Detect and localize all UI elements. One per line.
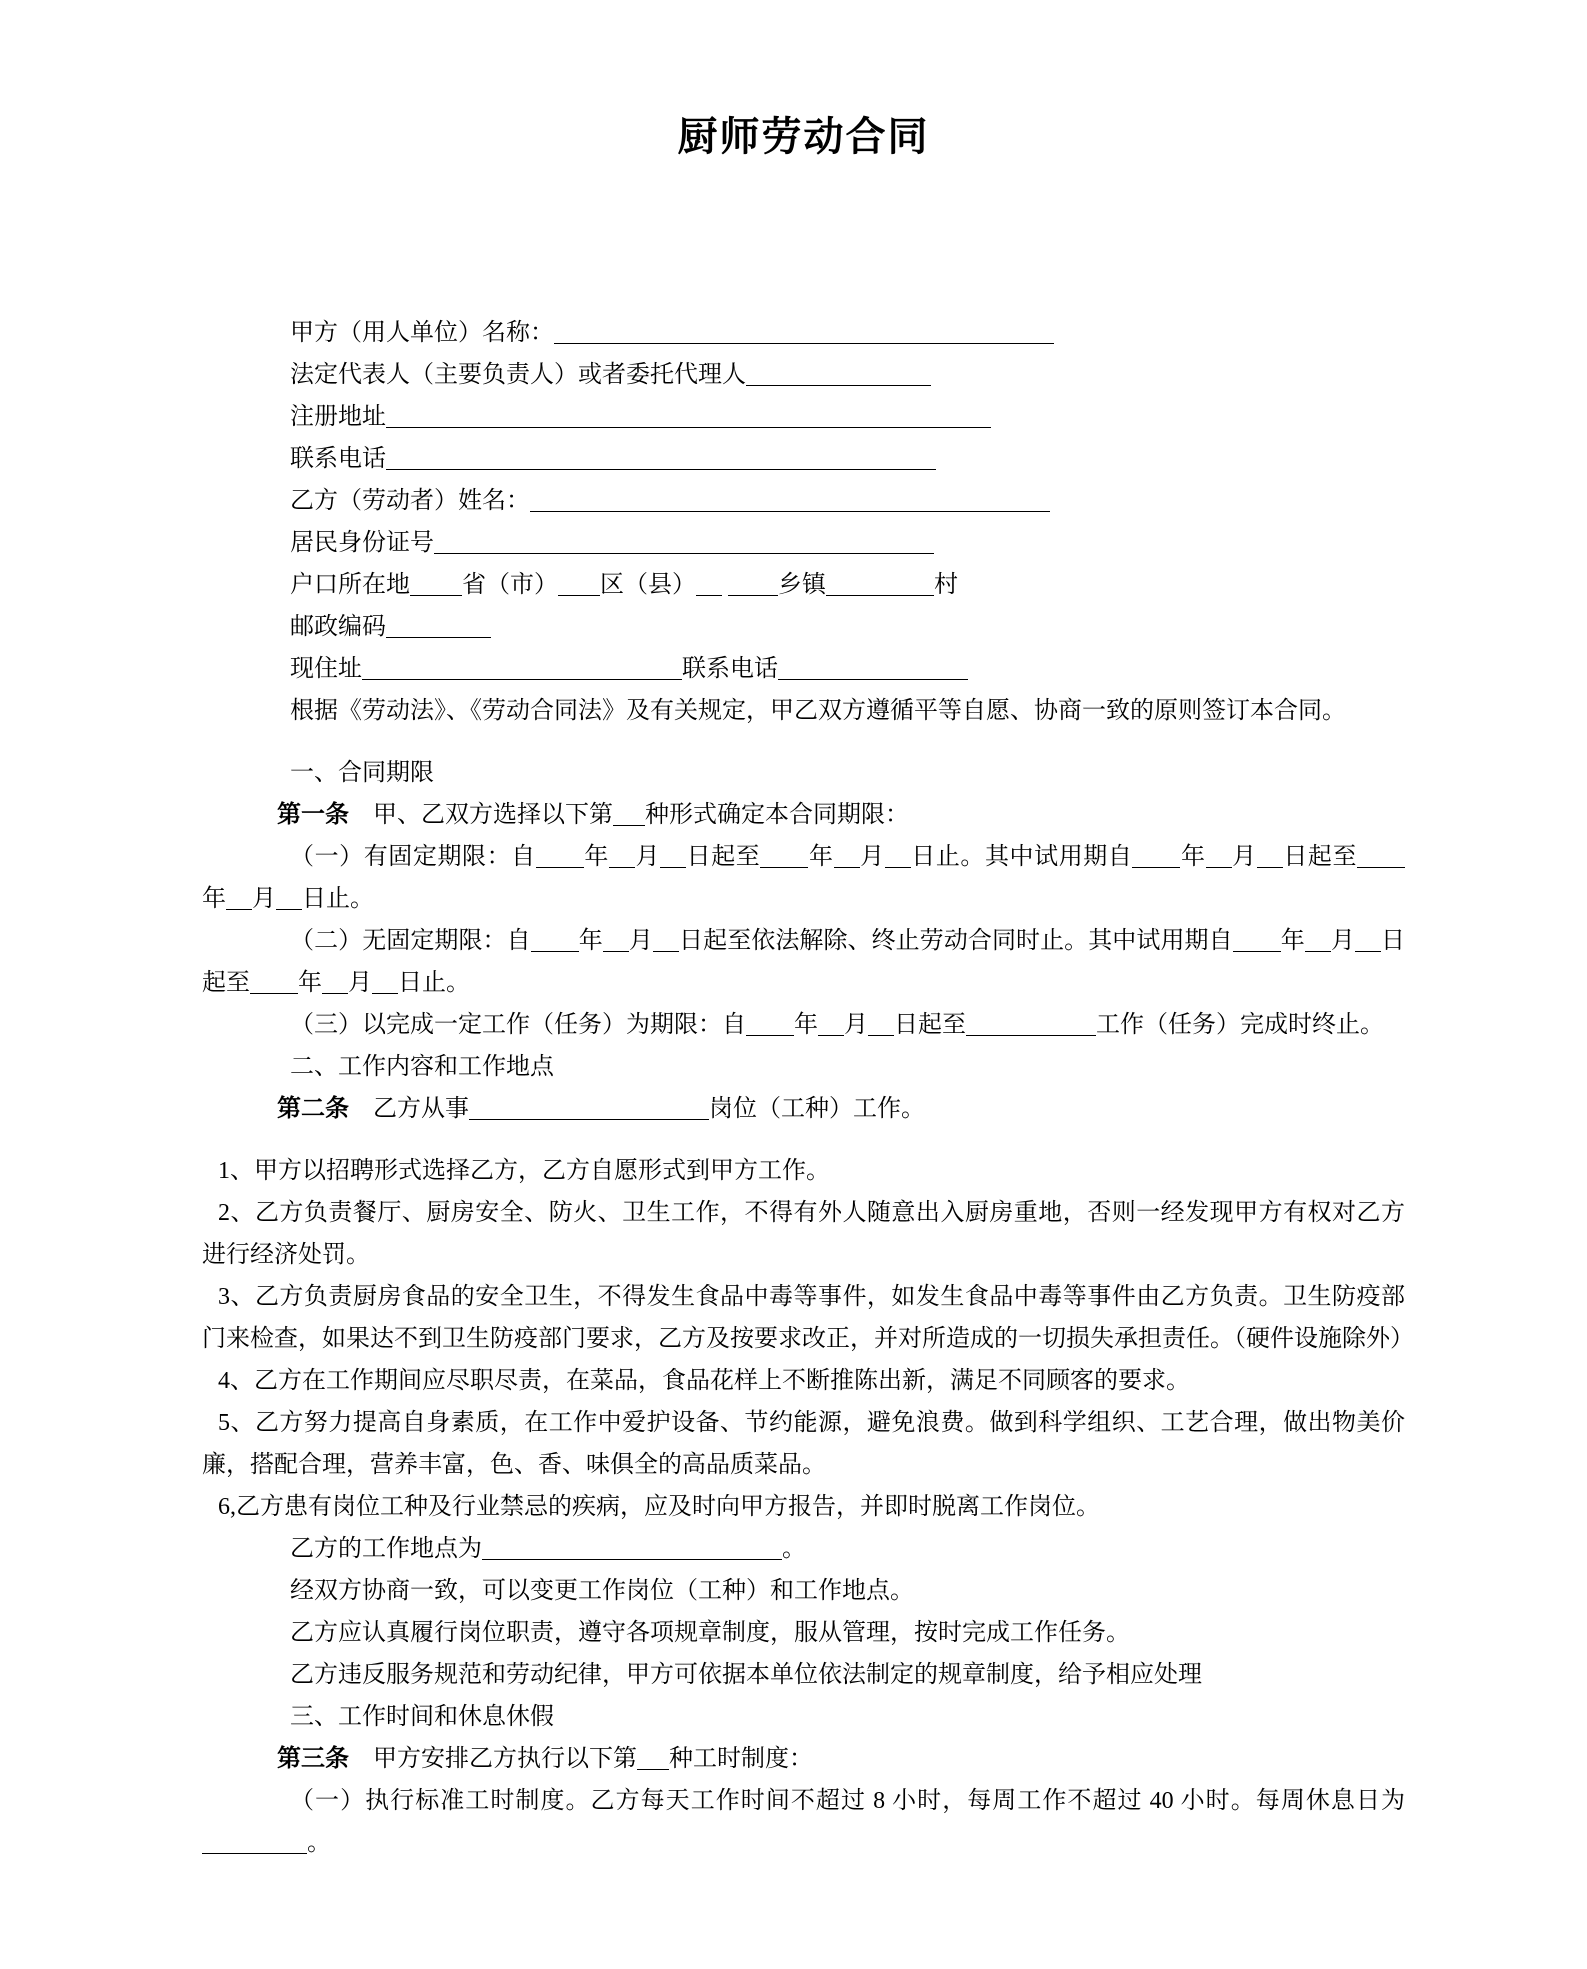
fill-blank xyxy=(250,969,298,994)
fill-blank xyxy=(202,1829,307,1854)
change-by-agreement xyxy=(202,1570,1405,1612)
text-run: 三、工作时间和休息休假 xyxy=(290,1704,554,1730)
text-run: 一、合同期限 xyxy=(290,760,434,786)
text-run: 二、工作内容和工作地点 xyxy=(290,1054,554,1080)
list-item-1 xyxy=(202,1150,1405,1192)
text-run: 甲、乙双方选择以下第 xyxy=(349,802,613,828)
fill-blank xyxy=(746,1011,794,1036)
text-run: 年 xyxy=(794,1012,818,1038)
text-run: 居民身份证号 xyxy=(290,530,434,556)
text-run: 岗位（工种）工作。 xyxy=(709,1096,925,1122)
term-fixed xyxy=(202,836,1405,920)
text-run: 第二条 xyxy=(277,1096,349,1122)
text-run: 4、乙方在工作期间应尽职尽责，在菜品，食品花样上不断推陈出新，满足不同顾客的要求。 xyxy=(218,1368,1190,1394)
text-run: 月 xyxy=(628,928,653,954)
list-item-4 xyxy=(202,1360,1405,1402)
text-run: 日起至 xyxy=(894,1012,966,1038)
list-item-5 xyxy=(202,1402,1405,1486)
text-run: 月 xyxy=(844,1012,868,1038)
text-run: 户口所在地 xyxy=(290,572,410,598)
text-run: 日起至 xyxy=(202,928,1406,996)
fill-blank xyxy=(778,655,968,680)
fill-blank xyxy=(386,445,936,470)
term-task-based xyxy=(202,1004,1405,1046)
text-run: 5、乙方努力提高自身素质，在工作中爱护设备、节约能源，避免浪费。做到科学组织、工艺合理，做出物美价廉，搭配合理，营养丰富，色、香、味俱全的高品质菜品。 xyxy=(202,1410,1405,1478)
fill-blank xyxy=(362,655,682,680)
text-run: 日止。 xyxy=(398,970,470,996)
text-run: （一）执行标准工时制度。乙方每天工作时间不超过 8 小时，每周工作不超过 40 小时。每周休息日为 xyxy=(290,1788,1405,1814)
fill-blank xyxy=(868,1011,894,1036)
fill-blank xyxy=(410,571,462,596)
text-run: 第一条 xyxy=(277,802,349,828)
text-run: 乙方违反服务规范和劳动纪律，甲方可依据本单位依法制定的规章制度，给予相应处理 xyxy=(290,1662,1202,1688)
fill-blank xyxy=(609,843,635,868)
text-run: 2、乙方负责餐厅、厨房安全、防火、卫生工作，不得有外人随意出入厨房重地，否则一经发现甲方有权对乙方进行经济处罚。 xyxy=(202,1200,1405,1268)
text-run: 年 xyxy=(578,928,603,954)
text-run: 。 xyxy=(782,1536,806,1562)
term-open-ended xyxy=(202,920,1405,1004)
fill-blank xyxy=(760,843,808,868)
text-run: 联系电话 xyxy=(290,446,386,472)
fill-blank xyxy=(1305,927,1331,952)
text-run: 年 xyxy=(583,844,609,870)
clause-2 xyxy=(202,1088,1405,1130)
preamble xyxy=(202,690,1405,732)
duty-compliance xyxy=(202,1612,1405,1654)
text-run: 第三条 xyxy=(277,1746,349,1772)
text-run: 乡镇 xyxy=(778,572,826,598)
standard-hours xyxy=(202,1780,1405,1864)
field-registered-address xyxy=(202,396,1405,438)
text-run: 月 xyxy=(1330,928,1355,954)
field-party-a-name xyxy=(202,312,1405,354)
text-run: 年 xyxy=(1280,928,1305,954)
fill-blank xyxy=(434,529,934,554)
field-household-location xyxy=(202,564,1405,606)
text-run: 月 xyxy=(1231,844,1257,870)
field-current-address xyxy=(202,648,1405,690)
text-run: 日起至依法解除、终止劳动合同时止。其中试用期自 xyxy=(678,928,1233,954)
fill-blank xyxy=(1357,843,1405,868)
fill-blank xyxy=(653,927,679,952)
spacer-2 xyxy=(202,1130,1405,1150)
spacer-1 xyxy=(202,732,1405,752)
text-run: 村 xyxy=(934,572,958,598)
fill-blank xyxy=(1206,843,1232,868)
text-run: 年 xyxy=(808,844,834,870)
clause-1 xyxy=(202,794,1405,836)
text-run: （一）有固定期限：自 xyxy=(290,844,536,870)
text-run: 工作（任务）完成时终止。 xyxy=(1096,1012,1384,1038)
text-run: 现住址 xyxy=(290,656,362,682)
fill-blank xyxy=(1355,927,1381,952)
section-3-heading xyxy=(202,1696,1405,1738)
text-run: 月 xyxy=(252,886,276,912)
text-run: 区（县） xyxy=(600,572,696,598)
fill-blank xyxy=(1233,927,1281,952)
text-run: （二）无固定期限：自 xyxy=(290,928,531,954)
fill-blank xyxy=(603,927,629,952)
text-run: 6,乙方患有岗位工种及行业禁忌的疾病，应及时向甲方报告，并即时脱离工作岗位。 xyxy=(218,1494,1100,1520)
fill-blank xyxy=(226,885,252,910)
fill-blank xyxy=(554,319,1054,344)
contract-body xyxy=(202,312,1414,1864)
text-run: 日止。其中试用期自 xyxy=(910,844,1133,870)
field-contact-phone-a xyxy=(202,438,1405,480)
fill-blank xyxy=(558,571,600,596)
text-run: 。 xyxy=(307,1830,331,1856)
text-run: 种工时制度： xyxy=(669,1746,813,1772)
fill-blank xyxy=(746,361,931,386)
fill-blank xyxy=(834,843,860,868)
work-location xyxy=(202,1528,1405,1570)
fill-blank xyxy=(826,571,934,596)
text-run: 1、甲方以招聘形式选择乙方，乙方自愿形式到甲方工作。 xyxy=(218,1158,830,1184)
fill-blank xyxy=(531,927,579,952)
fill-blank xyxy=(885,843,911,868)
field-postal-code xyxy=(202,606,1405,648)
fill-blank xyxy=(637,1745,669,1770)
fill-blank xyxy=(322,969,348,994)
text-run: 乙方的工作地点为 xyxy=(290,1536,482,1562)
fill-blank xyxy=(966,1011,1096,1036)
text-run: 日起至 xyxy=(686,844,761,870)
fill-blank xyxy=(530,487,1050,512)
fill-blank xyxy=(1132,843,1180,868)
text-run: 省（市） xyxy=(462,572,558,598)
fill-blank xyxy=(696,571,722,596)
field-legal-representative xyxy=(202,354,1405,396)
text-run: 甲方（用人单位）名称： xyxy=(290,320,554,346)
text-run: 联系电话 xyxy=(682,656,778,682)
fill-blank xyxy=(1257,843,1283,868)
text-run: 年 xyxy=(202,886,226,912)
fill-blank xyxy=(372,969,398,994)
text-run: 根据《劳动法》、《劳动合同法》及有关规定，甲乙双方遵循平等自愿、协商一致的原则签订本合同。 xyxy=(290,698,1346,724)
fill-blank xyxy=(728,571,778,596)
text-run: 乙方应认真履行岗位职责，遵守各项规章制度，服从管理，按时完成工作任务。 xyxy=(290,1620,1130,1646)
text-run: 月 xyxy=(634,844,661,870)
clause-3 xyxy=(202,1738,1405,1780)
section-1-heading xyxy=(202,752,1405,794)
field-id-number xyxy=(202,522,1405,564)
fill-blank xyxy=(818,1011,844,1036)
field-party-b-name xyxy=(202,480,1405,522)
text-run: 法定代表人（主要负责人）或者委托代理人 xyxy=(290,362,746,388)
fill-blank xyxy=(276,885,302,910)
fill-blank xyxy=(469,1095,709,1120)
page-title: 厨师劳动合同 xyxy=(677,114,930,159)
fill-blank xyxy=(536,843,584,868)
text-run: 乙方（劳动者）姓名： xyxy=(290,488,530,514)
text-run: 经双方协商一致，可以变更工作岗位（工种）和工作地点。 xyxy=(290,1578,914,1604)
text-run: 3、乙方负责厨房食品的安全卫生，不得发生食品中毒等事件，如发生食品中毒等事件由乙方负责。卫生防疫部门来检查，如果达不到卫生防疫部门要求，乙方及按要求改正，并对所造成的一切损失承担责任。（硬件设施除外） xyxy=(202,1284,1414,1352)
text-run: 月 xyxy=(348,970,372,996)
fill-blank xyxy=(386,613,491,638)
text-run: 种形式确定本合同期限： xyxy=(645,802,909,828)
section-2-heading xyxy=(202,1046,1405,1088)
fill-blank xyxy=(660,843,686,868)
text-run: 年 xyxy=(298,970,322,996)
fill-blank xyxy=(613,801,645,826)
text-run: 邮政编码 xyxy=(290,614,386,640)
text-run: 甲方安排乙方执行以下第 xyxy=(349,1746,637,1772)
violation-handling xyxy=(202,1654,1405,1696)
text-run: 日起至 xyxy=(1282,844,1358,870)
text-run: （三）以完成一定工作（任务）为期限：自 xyxy=(290,1012,746,1038)
text-run: 注册地址 xyxy=(290,404,386,430)
text-run: 日止。 xyxy=(302,886,374,912)
list-item-2 xyxy=(202,1192,1405,1276)
fill-blank xyxy=(482,1535,782,1560)
text-run: 乙方从事 xyxy=(349,1096,469,1122)
text-run: 月 xyxy=(859,844,885,870)
list-item-6 xyxy=(202,1486,1405,1528)
text-run: 年 xyxy=(1180,844,1206,870)
list-item-3 xyxy=(202,1276,1414,1360)
fill-blank xyxy=(386,403,991,428)
